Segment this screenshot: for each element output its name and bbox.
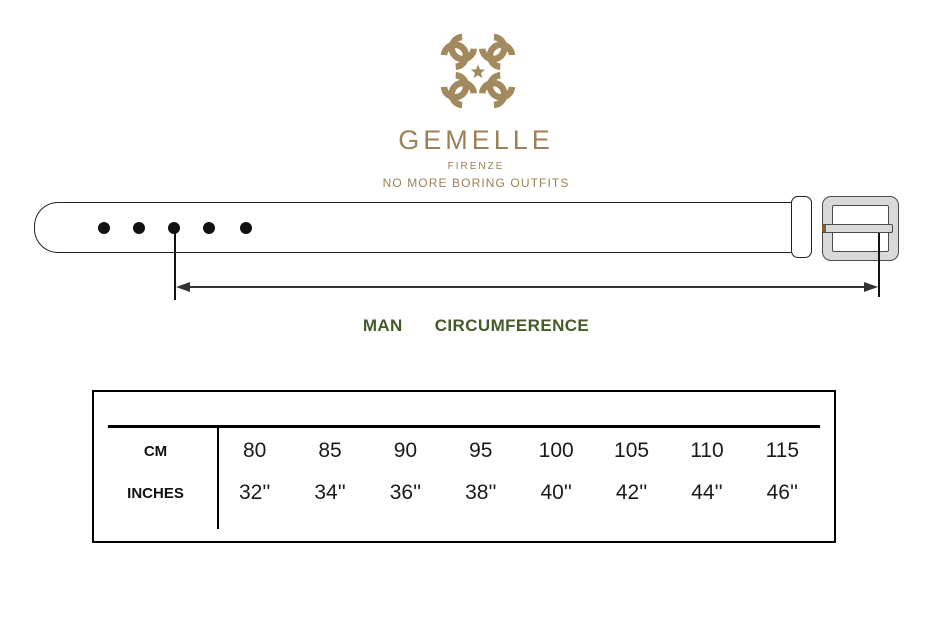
belt-prong-pivot bbox=[822, 225, 826, 232]
inches-value: 42'' bbox=[615, 481, 648, 504]
belt-strap bbox=[34, 202, 800, 253]
measure-arrow bbox=[182, 286, 870, 288]
belt-hole bbox=[203, 222, 215, 234]
label-circumference: CIRCUMFERENCE bbox=[434, 316, 590, 335]
table-top-rule bbox=[108, 425, 820, 428]
inches-value: 36'' bbox=[389, 481, 422, 504]
inches-value: 34'' bbox=[314, 481, 346, 504]
arrowhead-right-icon bbox=[864, 282, 878, 292]
brand-block bbox=[383, 125, 570, 190]
measure-end-line bbox=[878, 233, 880, 297]
cc-motif-ne bbox=[478, 32, 517, 71]
inches-value: 32'' bbox=[238, 481, 271, 504]
cm-value: 110 bbox=[690, 439, 724, 462]
cm-value: 85 bbox=[318, 439, 342, 462]
row-label-cm: CM bbox=[143, 442, 168, 460]
table-row-inches bbox=[94, 471, 820, 515]
arrowhead-left-icon bbox=[176, 282, 190, 292]
brand-monogram-icon bbox=[428, 23, 528, 120]
measure-start-line bbox=[174, 230, 176, 300]
row-label-inches: INCHES bbox=[127, 484, 184, 502]
cc-motif-sw bbox=[439, 71, 478, 110]
cm-value: 100 bbox=[538, 439, 574, 462]
label-man: MAN bbox=[362, 316, 403, 335]
inches-value: 38'' bbox=[465, 481, 497, 504]
cm-value: 115 bbox=[765, 439, 800, 462]
belt-keeper-loop bbox=[791, 196, 812, 258]
star-icon bbox=[471, 65, 485, 79]
inches-value: 46'' bbox=[766, 481, 798, 504]
cc-motif-se bbox=[478, 71, 517, 110]
cm-value: 90 bbox=[393, 439, 418, 462]
brand-name: GEMELLE bbox=[398, 125, 554, 155]
measurement-label bbox=[363, 316, 589, 336]
belt-hole bbox=[98, 222, 110, 234]
belt-hole bbox=[133, 222, 145, 234]
cm-value: 95 bbox=[469, 439, 493, 462]
size-table bbox=[92, 390, 836, 543]
brand-city: FIRENZE bbox=[447, 161, 505, 172]
table-row-cm bbox=[94, 429, 820, 473]
cm-value: 80 bbox=[243, 439, 267, 462]
cm-value: 105 bbox=[614, 439, 650, 462]
inches-value: 40'' bbox=[540, 481, 572, 504]
belt-buckle-prong bbox=[822, 224, 893, 233]
brand-tagline: NO MORE BORING OUTFITS bbox=[382, 176, 570, 190]
belt-hole bbox=[240, 222, 252, 234]
inches-value: 44'' bbox=[691, 481, 723, 504]
cc-motif-nw bbox=[439, 32, 478, 71]
